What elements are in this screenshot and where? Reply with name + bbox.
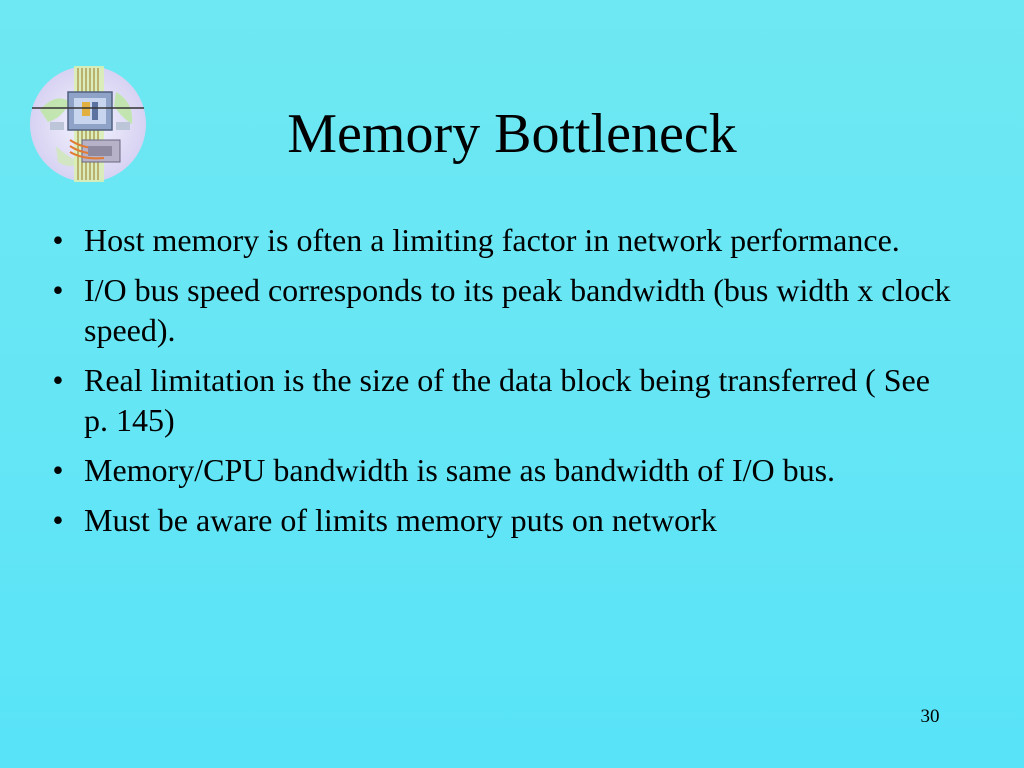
bullet-marker: • <box>52 222 64 258</box>
bullet-text: Real limitation is the size of the data block being transferred ( See p. 145) <box>84 362 930 438</box>
bullet-marker: • <box>52 502 64 538</box>
bullet-text: I/O bus speed corresponds to its peak bandwidth (bus width x clock speed). <box>84 272 951 348</box>
bullet-marker: • <box>52 272 64 308</box>
bullet-item <box>38 220 958 260</box>
bullet-item <box>38 270 958 350</box>
bullet-marker: • <box>52 452 64 488</box>
page-number: 30 <box>920 706 940 727</box>
network-circuit-logo-icon <box>26 62 150 186</box>
bullet-text: Memory/CPU bandwidth is same as bandwidth of I/O bus. <box>84 452 836 488</box>
bullet-marker: • <box>52 362 64 398</box>
slide-title: Memory Bottleneck <box>287 103 737 165</box>
bullet-text: Host memory is often a limiting factor in network performance. <box>84 222 900 258</box>
bullet-text: Must be aware of limits memory puts on network <box>84 502 717 538</box>
bullet-item <box>38 500 958 540</box>
bullet-list <box>38 220 958 550</box>
bullet-item <box>38 450 958 490</box>
bullet-item <box>38 360 958 440</box>
